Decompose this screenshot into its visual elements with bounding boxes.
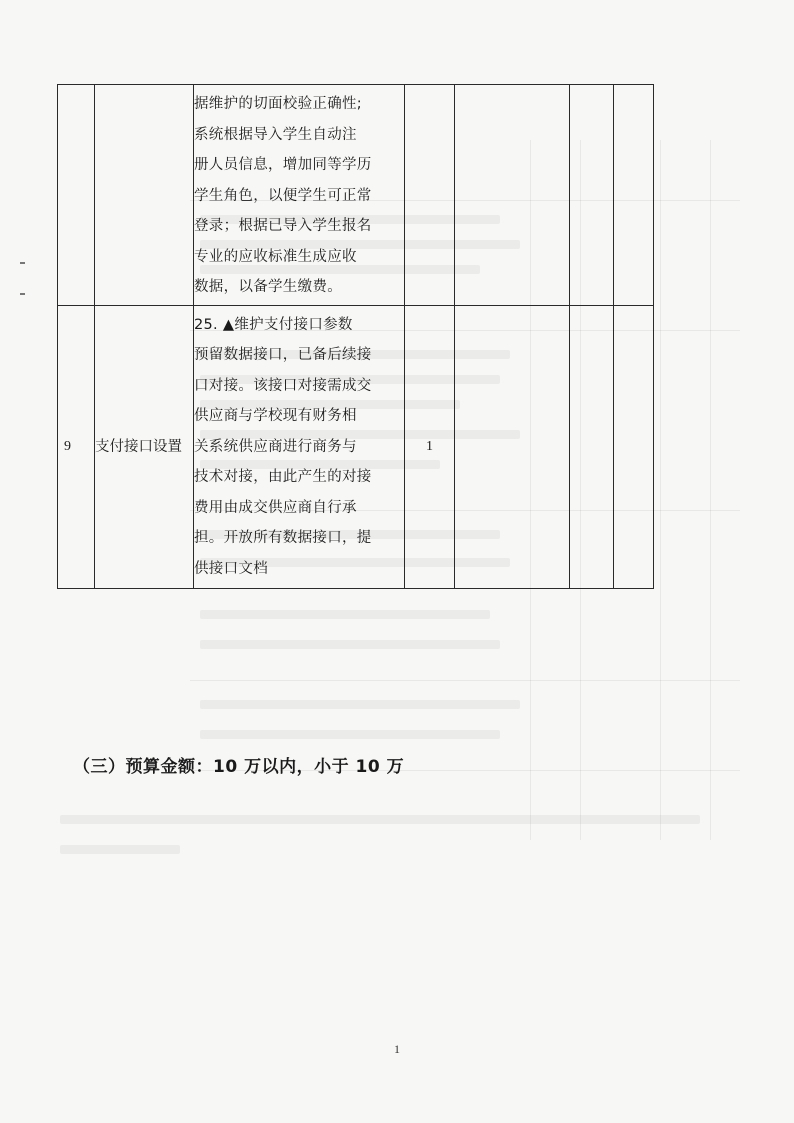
requirement-line: 据维护的切面校验正确性; [194,96,362,113]
index-cell: 9 [58,306,95,589]
requirement-cell [194,85,405,306]
empty-cell [455,85,570,306]
empty-cell [455,306,570,589]
empty-cell [570,306,614,589]
empty-cell [570,85,614,306]
requirement-line: 专业的应收标准生成应收 [194,248,357,265]
index-cell [58,85,95,306]
margin-mark [20,293,25,295]
requirement-line: 学生角色，以便学生可正常 [194,187,372,204]
name-cell [95,85,194,306]
requirement-line: 担。开放所有数据接口，提 [194,530,372,547]
empty-cell [614,306,654,589]
quantity-cell: 1 [405,306,455,589]
margin-mark [20,262,25,264]
requirement-line: 供接口文档 [194,560,268,577]
requirement-line: 数据，以备学生缴费。 [194,279,342,296]
requirement-line: 技术对接，由此产生的对接 [194,469,372,486]
name-cell: 支付接口设置 [95,306,194,589]
requirements-table [57,84,654,589]
quantity-cell [405,85,455,306]
empty-cell [614,85,654,306]
requirement-line: 册人员信息，增加同等学历 [194,157,372,174]
requirement-line: 费用由成交供应商自行承 [194,499,357,516]
requirement-line: 口对接。该接口对接需成交 [194,377,372,394]
table-row [58,85,654,306]
requirement-line: 登录；根据已导入学生报名 [194,218,372,235]
table-row [58,306,654,589]
requirement-line: 关系统供应商进行商务与 [194,438,357,455]
requirement-line: 系统根据导入学生自动注 [194,126,357,143]
requirement-line: 25. ▲维护支付接口参数 [194,316,353,333]
requirement-line: 供应商与学校现有财务相 [194,408,357,425]
requirement-line: 预留数据接口，已备后续接 [194,347,372,364]
page-number: 1 [394,1042,400,1056]
budget-heading: （三）预算金额：10 万以内，小于 10 万 [73,757,405,777]
requirement-cell [194,306,405,589]
